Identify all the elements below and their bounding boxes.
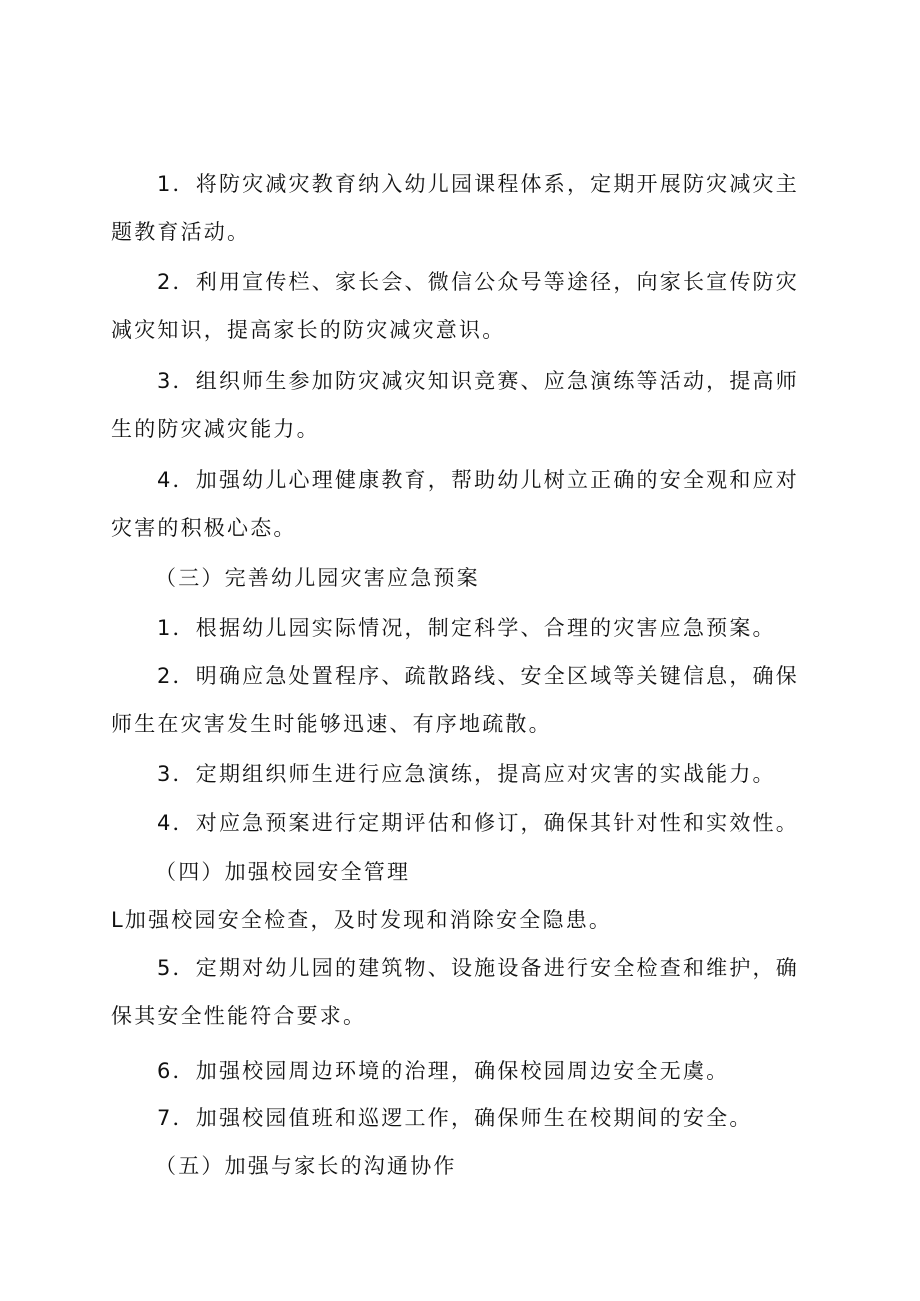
paragraph-8: 4．对应急预案进行定期评估和修订，确保其针对性和实效性。	[157, 811, 799, 835]
paragraph-10: 5．定期对幼儿园的建筑物、设施设备进行安全检查和维护，确保其安全性能符合要求。	[111, 956, 799, 1028]
section-heading-5: （五）加强与家长的沟通协作	[155, 1154, 457, 1178]
paragraph-5: 1．根据幼儿园实际情况，制定科学、合理的灾害应急预案。	[157, 616, 776, 640]
paragraph-11: 6．加强校园周边环境的治理，确保校园周边安全无虞。	[157, 1059, 730, 1083]
section-heading-3: （三）完善幼儿园灾害应急预案	[155, 566, 480, 590]
paragraph-12: 7．加强校园值班和巡逻工作，确保师生在校期间的安全。	[157, 1106, 753, 1130]
paragraph-4: 4．加强幼儿心理健康教育，帮助幼儿树立正确的安全观和应对灾害的积极心态。	[111, 468, 799, 540]
paragraph-2: 2．利用宣传栏、家长会、微信公众号等途径，向家长宣传防灾减灾知识，提高家长的防灾减灾意识。	[111, 270, 799, 342]
paragraph-6: 2．明确应急处置程序、疏散路线、安全区域等关键信息，确保师生在灾害发生时能够迅速、有序地疏散。	[111, 664, 799, 736]
paragraph-1: 1．将防灾减灾教育纳入幼儿园课程体系，定期开展防灾减灾主题教育活动。	[111, 172, 799, 244]
paragraph-9: L加强校园安全检查，及时发现和消除安全隐患。	[111, 908, 613, 932]
paragraph-7: 3．定期组织师生进行应急演练，提高应对灾害的实战能力。	[157, 762, 776, 786]
paragraph-3: 3．组织师生参加防灾减灾知识竞赛、应急演练等活动，提高师生的防灾减灾能力。	[111, 369, 799, 441]
section-heading-4: （四）加强校园安全管理	[155, 860, 411, 884]
